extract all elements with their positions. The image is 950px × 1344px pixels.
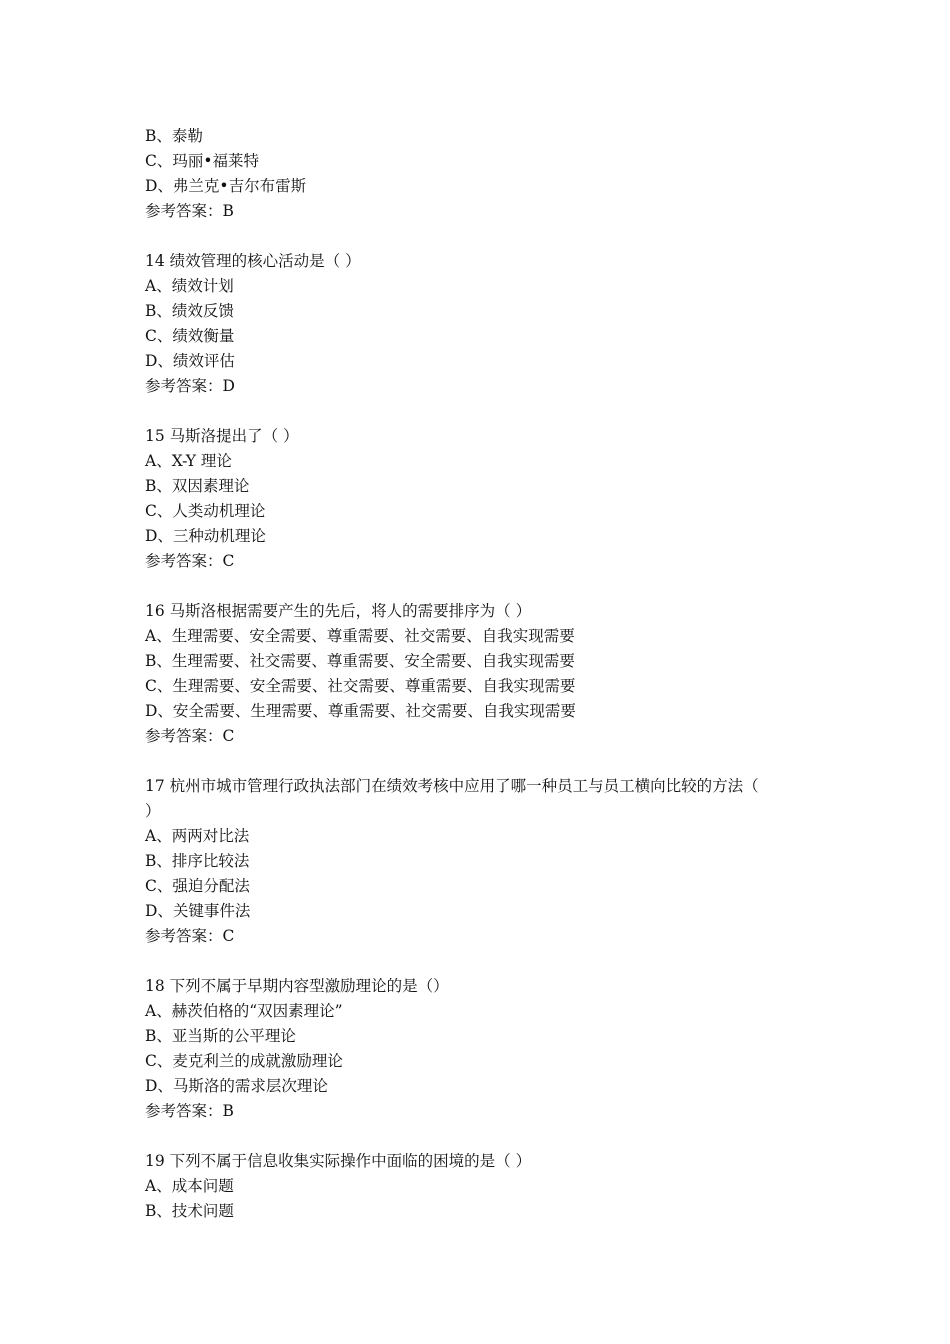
- question-block-18: [145, 974, 815, 1124]
- option-c: C、麦克利兰的成就激励理论: [145, 1052, 343, 1070]
- spacer: [145, 224, 815, 249]
- reference-answer: 参考答案：C: [145, 727, 235, 745]
- option-a: A、成本问题: [145, 1177, 234, 1195]
- reference-answer: 参考答案：D: [145, 377, 235, 395]
- option-b: B、生理需要、社交需要、尊重需要、安全需要、自我实现需要: [145, 652, 575, 670]
- option-c: C、人类动机理论: [145, 502, 266, 520]
- option-a: A、生理需要、安全需要、尊重需要、社交需要、自我实现需要: [145, 627, 575, 645]
- question-block-15: [145, 424, 815, 574]
- question-block-13: [145, 124, 815, 224]
- option-a: A、两两对比法: [145, 827, 250, 845]
- option-b: B、绩效反馈: [145, 302, 234, 320]
- option-b: B、亚当斯的公平理论: [145, 1027, 296, 1045]
- option-c: C、绩效衡量: [145, 327, 235, 345]
- option-b: B、泰勒: [145, 127, 203, 145]
- option-d: D、马斯洛的需求层次理论: [145, 1077, 328, 1095]
- option-d: D、三种动机理论: [145, 527, 266, 545]
- option-a: A、X-Y 理论: [145, 452, 232, 470]
- option-c: C、生理需要、安全需要、社交需要、尊重需要、自我实现需要: [145, 677, 576, 695]
- question-block-16: [145, 599, 815, 749]
- option-b: B、双因素理论: [145, 477, 250, 495]
- spacer: [145, 574, 815, 599]
- question-text: 18 下列不属于早期内容型激励理论的是（）: [145, 977, 449, 995]
- option-a: A、赫茨伯格的“双因素理论”: [145, 1002, 343, 1020]
- spacer: [145, 749, 815, 774]
- option-c: C、强迫分配法: [145, 877, 250, 895]
- question-text: 19 下列不属于信息收集实际操作中面临的困境的是（ ）: [145, 1152, 532, 1170]
- document-body: [145, 124, 815, 1224]
- reference-answer: 参考答案：B: [145, 202, 234, 220]
- question-text-continued: ）: [145, 802, 161, 820]
- question-block-19: [145, 1149, 815, 1224]
- reference-answer: 参考答案：B: [145, 1102, 234, 1120]
- question-block-14: [145, 249, 815, 399]
- question-text: 17 杭州市城市管理行政执法部门在绩效考核中应用了哪一种员工与员工横向比较的方法（: [145, 777, 759, 795]
- question-text: 16 马斯洛根据需要产生的先后，将人的需要排序为（ ）: [145, 602, 532, 620]
- option-c: C、玛丽•福莱特: [145, 152, 260, 170]
- spacer: [145, 1124, 815, 1149]
- reference-answer: 参考答案：C: [145, 552, 235, 570]
- option-d: D、安全需要、生理需要、尊重需要、社交需要、自我实现需要: [145, 702, 576, 720]
- spacer: [145, 399, 815, 424]
- option-b: B、技术问题: [145, 1202, 234, 1220]
- option-a: A、绩效计划: [145, 277, 234, 295]
- option-b: B、排序比较法: [145, 852, 250, 870]
- spacer: [145, 949, 815, 974]
- option-d: D、关键事件法: [145, 902, 251, 920]
- question-text: 14 绩效管理的核心活动是（ ）: [145, 252, 361, 270]
- option-d: D、弗兰克•吉尔布雷斯: [145, 177, 307, 195]
- reference-answer: 参考答案：C: [145, 927, 235, 945]
- question-text: 15 马斯洛提出了（ ）: [145, 427, 299, 445]
- option-d: D、绩效评估: [145, 352, 235, 370]
- question-block-17: [145, 774, 815, 949]
